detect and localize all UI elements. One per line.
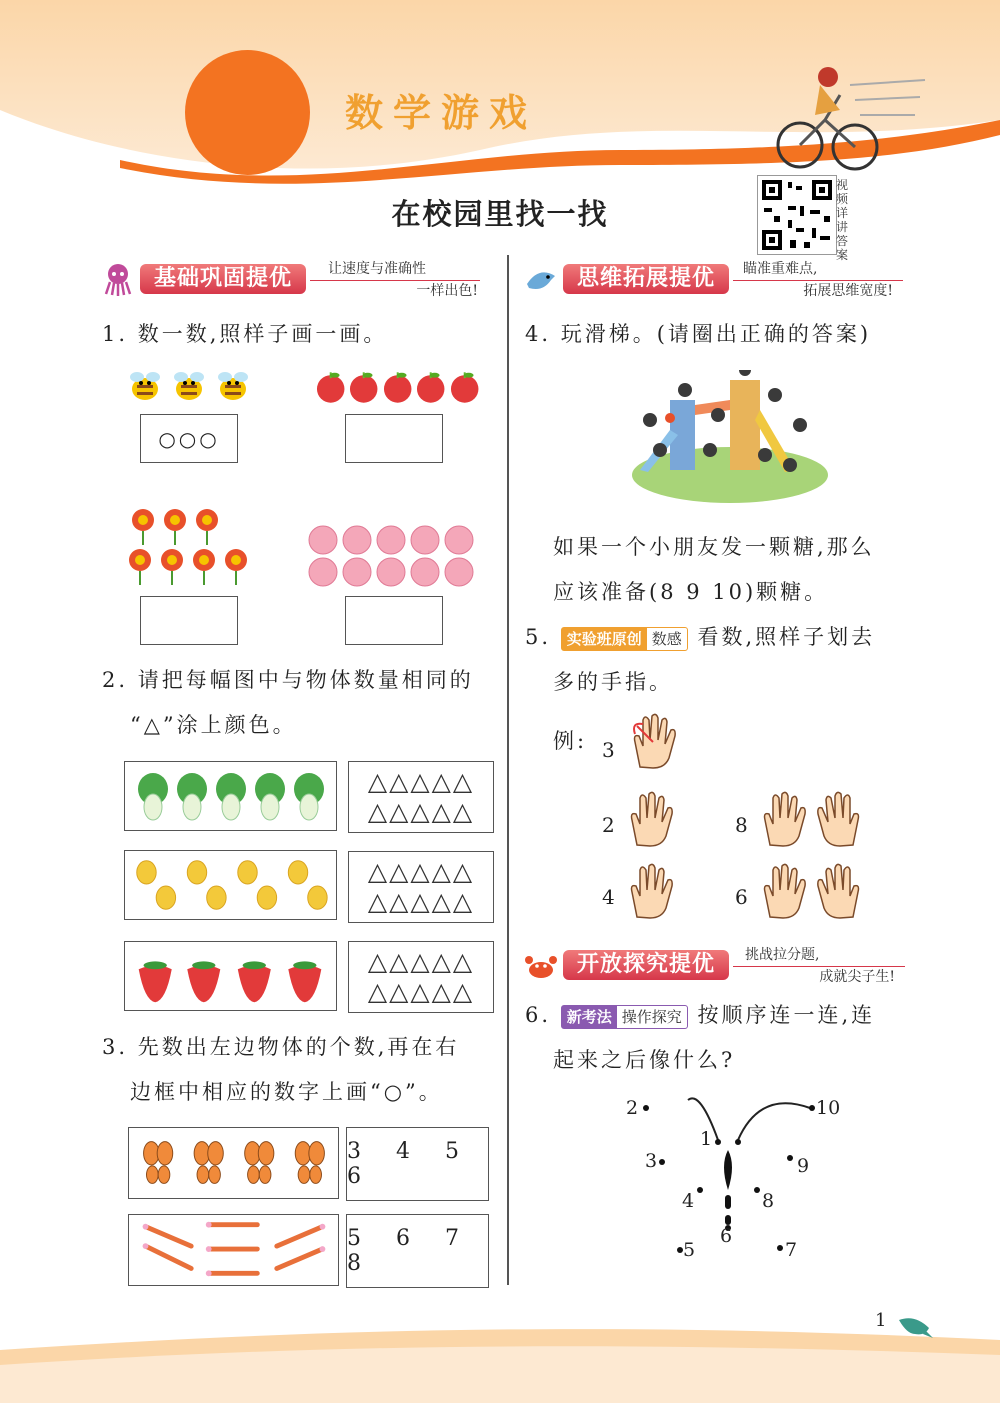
question-3-line2: 边框中相应的数字上画“○”。 bbox=[130, 1080, 443, 1104]
dot-label-7: 7 bbox=[785, 1239, 798, 1261]
cyclist-icon bbox=[770, 55, 930, 175]
answer-box-bees[interactable]: ○○○ bbox=[140, 414, 238, 463]
dolphin-icon bbox=[895, 1312, 935, 1342]
triangle-row: △△△△△ bbox=[367, 767, 475, 796]
page-number: 1 bbox=[875, 1310, 887, 1331]
peaches-group bbox=[305, 520, 480, 590]
sun-decoration bbox=[185, 50, 310, 175]
apple-icon bbox=[449, 370, 480, 404]
cabbage-icon bbox=[292, 771, 326, 821]
flower-icon bbox=[129, 509, 247, 585]
apple-icon bbox=[382, 370, 413, 404]
hand-icon[interactable] bbox=[808, 790, 868, 848]
number-choice-box-1[interactable]: 3 4 5 6 bbox=[346, 1127, 489, 1201]
dot-label-5: 5 bbox=[683, 1239, 696, 1261]
butterflies-box bbox=[128, 1127, 339, 1199]
bees-group bbox=[125, 365, 260, 410]
triangle-row: △△△△△ bbox=[367, 977, 475, 1006]
triangle-row: △△△△△ bbox=[367, 947, 475, 976]
flowers-group bbox=[125, 505, 255, 590]
section-tag: 开放探究提优 bbox=[563, 950, 729, 980]
cabbage-icon bbox=[253, 771, 287, 821]
question-6-badge: 新考法 操作探究 bbox=[561, 1005, 688, 1029]
example-label: 例: bbox=[553, 729, 588, 753]
cabbage-icon bbox=[175, 771, 209, 821]
triangle-row: △△△△△ bbox=[367, 797, 475, 826]
apple-icon bbox=[415, 370, 446, 404]
qr-code[interactable] bbox=[757, 175, 837, 255]
pears-box bbox=[124, 850, 337, 920]
number-label: 2 bbox=[602, 813, 615, 837]
question-1-text: 1. 数一数,照样子画一画。 bbox=[102, 322, 388, 346]
playground-slide-illustration bbox=[630, 370, 830, 505]
number-label: 8 bbox=[735, 813, 748, 837]
dot-label-10: 10 bbox=[816, 1097, 841, 1119]
question-5-number: 5. bbox=[525, 625, 552, 649]
section-slogan: 挑战拉分题, 成就尖子生! bbox=[745, 947, 895, 985]
question-6-row bbox=[525, 993, 875, 1038]
question-4-line1: 如果一个小朋友发一颗糖,那么 bbox=[553, 535, 875, 559]
question-3-line1: 3. 先数出左边物体的个数,再在右 bbox=[102, 1035, 460, 1059]
qr-label: 视频详讲答案 bbox=[836, 178, 849, 262]
answer-box-apples[interactable] bbox=[345, 414, 443, 463]
apples-group bbox=[315, 370, 480, 406]
dot-label-4: 4 bbox=[682, 1190, 695, 1212]
number-choice-box-2[interactable]: 5 6 7 8 bbox=[346, 1214, 489, 1288]
number-label: 4 bbox=[602, 885, 615, 909]
answer-box-flowers[interactable] bbox=[140, 596, 238, 645]
shark-icon bbox=[523, 262, 559, 298]
section-banner-basic bbox=[100, 261, 490, 299]
page-title: 在校园里找一找 bbox=[391, 197, 609, 231]
hand-icon[interactable] bbox=[755, 790, 815, 848]
column-divider bbox=[507, 255, 509, 1285]
section-slogan: 让速度与准确性 一样出色! bbox=[328, 261, 478, 299]
section-slogan: 瞄准重难点, 拓展思维宽度! bbox=[743, 261, 893, 299]
hand-icon[interactable] bbox=[808, 862, 868, 920]
section-tag: 基础巩固提优 bbox=[140, 264, 306, 294]
number-label: 6 bbox=[735, 885, 748, 909]
cabbage-icon bbox=[136, 771, 170, 821]
section-tag: 思维拓展提优 bbox=[563, 264, 729, 294]
triangles-box-cabbage[interactable] bbox=[348, 761, 494, 833]
triangle-row: △△△△△ bbox=[367, 857, 475, 886]
hand-icon[interactable] bbox=[755, 862, 815, 920]
triangles-box-strawberries[interactable] bbox=[348, 941, 494, 1013]
section-banner-thinking bbox=[523, 261, 903, 299]
dot-label-3: 3 bbox=[645, 1150, 658, 1172]
dot-label-8: 8 bbox=[762, 1190, 775, 1212]
hand-icon[interactable] bbox=[622, 790, 682, 848]
apple-icon bbox=[315, 370, 346, 404]
hand-icon[interactable] bbox=[625, 712, 685, 770]
question-4-title: 4. 玩滑梯。(请圈出正确的答案) bbox=[525, 322, 872, 346]
bee-icon bbox=[213, 365, 253, 405]
cabbage-box bbox=[124, 761, 337, 831]
triangle-row: △△△△△ bbox=[367, 887, 475, 916]
question-2-line2: “△”涂上颜色。 bbox=[130, 713, 297, 737]
dot-label-2: 2 bbox=[626, 1097, 639, 1119]
cabbage-icon bbox=[214, 771, 248, 821]
question-6-line2: 起来之后像什么? bbox=[553, 1048, 736, 1072]
answer-box-peaches[interactable] bbox=[345, 596, 443, 645]
dot-label-1: 1 bbox=[700, 1128, 713, 1150]
question-6-number: 6. bbox=[525, 1003, 552, 1027]
header-title: 数学游戏 bbox=[345, 91, 538, 135]
footer-background bbox=[0, 1310, 1000, 1403]
question-5-row bbox=[525, 615, 875, 660]
question-5-line1: 看数,照样子划去 bbox=[697, 625, 876, 649]
question-5-badge: 实验班原创 数感 bbox=[561, 627, 688, 651]
hand-icon[interactable] bbox=[622, 862, 682, 920]
question-5-line2: 多的手指。 bbox=[553, 670, 673, 694]
triangles-box-pears[interactable] bbox=[348, 851, 494, 923]
dot-label-6: 6 bbox=[720, 1225, 733, 1247]
strawberries-box bbox=[124, 941, 337, 1011]
apple-icon bbox=[348, 370, 379, 404]
dot-label-9: 9 bbox=[797, 1155, 810, 1177]
bee-icon bbox=[125, 365, 165, 405]
bee-icon bbox=[169, 365, 209, 405]
question-6-line1: 按顺序连一连,连 bbox=[697, 1003, 876, 1027]
crab-icon bbox=[523, 948, 559, 984]
section-banner-open bbox=[523, 947, 908, 985]
question-2-line1: 2. 请把每幅图中与物体数量相同的 bbox=[102, 668, 474, 692]
pencils-box bbox=[128, 1214, 339, 1286]
example-number: 3 bbox=[602, 738, 615, 762]
question-4-line2[interactable]: 应该准备(8 9 10)颗糖。 bbox=[553, 580, 829, 604]
squid-icon bbox=[100, 262, 136, 298]
